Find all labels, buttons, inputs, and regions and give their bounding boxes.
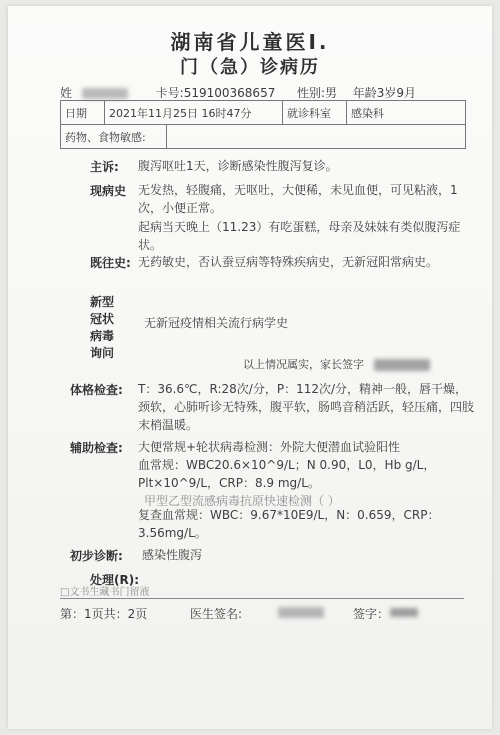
redacted-signature [374,359,430,371]
page-number: 第：1页共：2页 [60,607,148,621]
date-value: 2021年11月25日 16时47分 [105,101,283,124]
allergy-value [167,125,465,148]
name-label: 姓 [60,86,73,100]
physical-exam: T：36.6℃，R:28次/分，P：112次/分，精神一般，唇干燥，颈软，心肺听诊无特殊，腹平软，肠鸣音稍活跃，轻压痛，四肢末梢温暖。 [138,382,475,432]
chief-label: 主诉: [90,160,119,174]
medical-record-page [8,6,492,729]
exam-label: 体格检查: [70,383,123,397]
diagnosis: 感染性腹泻 [142,548,203,562]
gender: 性别:男 [297,86,338,100]
age: 年龄3岁9月 [352,86,416,100]
covid-inquiry-label [90,294,114,362]
allergy-label: 药物、食物敏感: [61,125,167,148]
diagnosis-label: 初步诊断: [70,549,123,563]
covid-label-line: 病毒 [90,329,115,343]
doctor-signature-label: 医生签名: [190,607,243,621]
patient-info-row [60,84,416,101]
dept-label: 就诊科室 [283,101,347,124]
redacted-sign [390,608,418,617]
aux-exam-label: 辅助检查: [70,441,123,455]
present-illness-label: 现病史 [90,184,127,198]
redacted-doctor-signature [278,607,324,618]
card-number: 卡号:519100368657 [155,86,276,100]
aux-exam-recheck: 复查血常规：WBC：9.67*10E9/L，N：0.659，CRP：3.56mg/L。 [138,508,440,540]
visit-info-table [60,100,466,149]
aux-exam-blood: 血常规：WBC20.6×10^9/L；N 0.90，L0，Hb g/L，Plt×10^9/L，CRP：8.9 mg/L。 [138,458,436,490]
chief-complaint: 腹泻呕吐1天，诊断感染性腹泻复诊。 [138,159,338,173]
past-history: 无药敏史，否认蚕豆病等特殊疾病史，无新冠阳常病史。 [138,255,439,269]
covid-label-line: 冠状 [90,312,115,326]
covid-label-line: 询问 [90,346,115,360]
covid-label-line: 新型 [90,295,115,309]
treatment-label: 处理(R): [90,573,140,587]
past-history-label: 既往史: [90,256,131,270]
present-illness: 无发热，轻腹痛，无呕吐，大便稀，未见血便，可见粘液，1次，小便正常。 [138,183,458,215]
redacted-name [82,88,128,99]
aux-exam-flu: 甲型乙型流感病毒抗原快速检测（ ） [144,494,340,508]
sign-label: 签字： [353,607,390,621]
dept-value: 感染科 [351,106,384,120]
footer-divider [60,598,464,599]
date-label: 日期 [61,101,105,124]
hospital-title: 湖南省儿童医Ⅰ. [170,30,330,54]
confirmation-text: 以上情况属实，家长签字 [243,358,364,371]
covid-inquiry: 无新冠疫情相关流行病学史 [144,316,289,330]
footnote: □文书生藏书门留液 [60,587,150,598]
confirmation-line [243,356,430,372]
record-title: 门（急）诊病历 [180,57,320,78]
present-illness-2: 起病当天晚上（11.23）有吃蛋糕，母亲及妹妹有类似腹泻症状。 [138,220,461,252]
aux-exam-stool: 大便常规+轮状病毒检测：外院大便潜血试验阳性 [138,440,401,454]
